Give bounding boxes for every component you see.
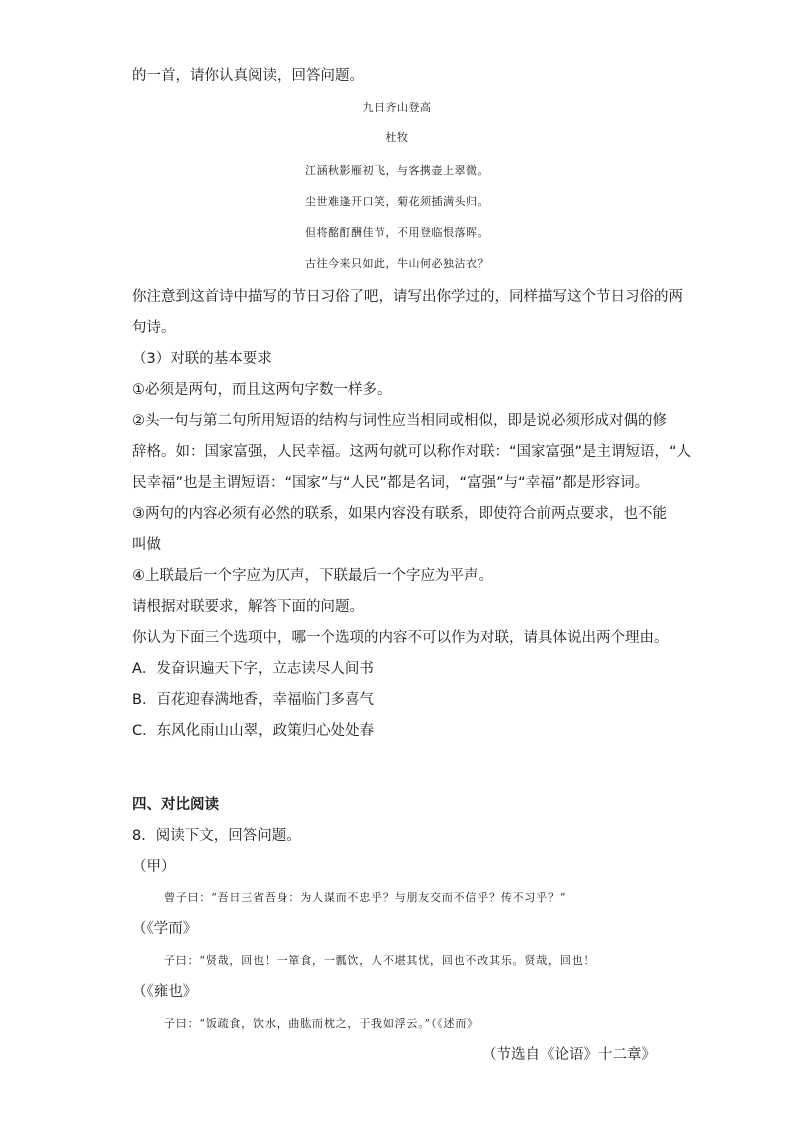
couplet-rule: ②头一句与第二句所用短语的结构与词性应当相同或相似，即是说必须形成对偶的修 (132, 413, 667, 429)
couplet-instruction: 请根据对联要求，解答下面的问题。 (132, 599, 364, 615)
quote-3: 子曰：“饭疏食，饮水，曲肱而枕之，于我如浮云。”（《述而》 (164, 1017, 479, 1030)
poem-line: 古往今来只如此，牛山何必独沾衣？ (305, 257, 489, 270)
citation: （节选自《论语》十二章》 (482, 1047, 656, 1063)
poem-line: 但将酩酊酬佳节，不用登临恨落晖。 (305, 226, 489, 239)
couplet-rule: 叫做 (132, 537, 161, 553)
couplet-rule: ③两句的内容必须有必然的联系，如果内容没有联系，即使符合前两点要求，也不能 (132, 506, 667, 522)
quote-2: 子曰：“贤哉，回也！一箪食，一瓢饮，人不堪其忧，回也不改其乐。贤哉，回也！ (164, 954, 596, 967)
poem-line: 尘世难逢开口笑，菊花须插满头归。 (305, 195, 489, 208)
question-poem-line2: 句诗。 (132, 320, 176, 336)
couplet-rule: 辞格。如：国家富强，人民幸福。这两句就可以称作对联：“国家富强”是主谓短语，“人 (132, 444, 692, 460)
option-b: B．百花迎春满地香，幸福临门多喜气 (132, 692, 374, 708)
option-c: C．东风化雨山山翠，政策归心处处春 (132, 723, 375, 739)
couplet-rule: ④上联最后一个字应为仄声，下联最后一个字应为平声。 (132, 568, 493, 584)
poem-line: 江涵秋影雁初飞，与客携壶上翠微。 (305, 164, 489, 177)
intro-tail: 的一首，请你认真阅读，回答问题。 (132, 68, 364, 84)
couplet-heading: （3）对联的基本要求 (132, 351, 272, 367)
section-heading: 四、对比阅读 (132, 797, 219, 813)
quote-1-source: （《学而》 (132, 921, 198, 937)
question-poem-line1: 你注意到这首诗中描写的节日习俗了吧，请写出你学过的，同样描写这个节日习俗的两 (132, 289, 683, 305)
couplet-rule: ①必须是两句，而且这两句字数一样多。 (132, 382, 392, 398)
jia-label: （甲） (132, 859, 176, 875)
couplet-rule: 民幸福”也是主谓短语：“国家”与“人民”都是名词，“富强”与“幸福”都是形容词。 (132, 475, 650, 491)
quote-2-source: （《雍也》 (132, 984, 198, 1000)
couplet-question: 你认为下面三个选项中，哪一个选项的内容不可以作为对联，请具体说出两个理由。 (132, 630, 669, 646)
option-a: A．发奋识遍天下字，立志读尽人间书 (132, 661, 374, 677)
poem-author: 杜牧 (385, 131, 409, 144)
poem-title: 九日齐山登高 (362, 101, 432, 114)
question-8: 8．阅读下文，回答问题。 (132, 828, 301, 844)
quote-1: 曾子曰：“吾日三省吾身：为人谋而不忠乎？与朋友交而不信乎？传不习乎？” (164, 891, 567, 904)
